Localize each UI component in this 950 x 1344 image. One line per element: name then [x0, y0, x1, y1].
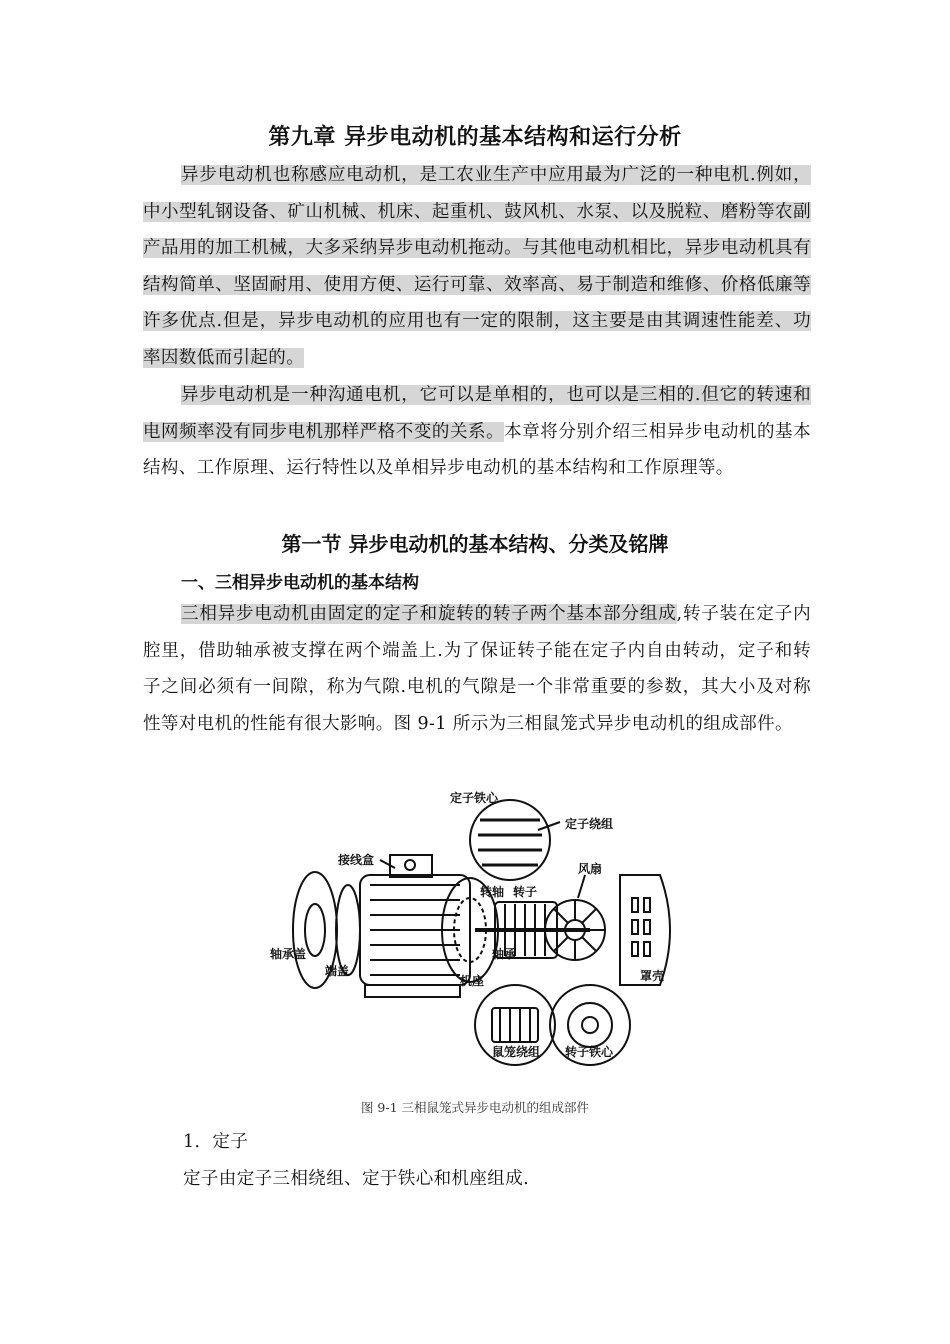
highlighted-text: 三相异步电动机由固定的定子和旋转的转子两个基本部分组成	[181, 604, 677, 624]
item-heading: 1．定子	[183, 1132, 249, 1152]
label-stator-winding: 定子绕组	[565, 817, 614, 831]
label-stator-core: 定子铁心	[450, 791, 499, 805]
subsection-heading: 一、三相异步电动机的基本结构	[181, 573, 419, 593]
junction-box-shape	[390, 855, 432, 877]
figure-caption: 图 9-1 三相鼠笼式异步电动机的组成部件	[360, 1100, 590, 1115]
section-heading: 第一节 异步电动机的基本结构、分类及铭牌	[281, 532, 669, 556]
label-bearing: 轴承	[492, 947, 517, 961]
label-bearing-cover: 轴承盖	[270, 947, 307, 961]
paragraph-3	[143, 596, 811, 742]
label-frame: 机座	[460, 974, 485, 988]
stator-core-shape	[470, 800, 550, 880]
label-rotor: 转子	[513, 885, 538, 899]
item-text: 定子由定子三相绕组、定于铁心和机座组成.	[183, 1169, 530, 1189]
paragraph-1	[143, 157, 811, 376]
end-cover-shape	[336, 885, 360, 975]
label-fan: 风扇	[578, 862, 603, 876]
label-rotor-core: 转子铁心	[565, 1045, 614, 1059]
highlighted-text: 异步电动机是一种沟通电机，它可以是单相的，也可以是三相的.但它的转速和电网频率没有同步电机那样严格不变的关系。	[143, 385, 811, 442]
label-hood: 罩壳	[640, 969, 665, 983]
label-junction-box: 接线盒	[338, 853, 375, 867]
label-shaft: 转轴	[480, 885, 505, 899]
highlighted-text: 异步电动机也称感应电动机，是工农业生产中应用最为广泛的一种电机.例如，中小型轧钢设备、矿山机械、机床、起重机、鼓风机、水泵、以及脱粒、磨粉等农副产品用的加工机械，大多采纳异步电动机拖动。与其他电动机相比，异步电动机具有结构简单、坚固耐用、使用方便、运行可靠、效率高、易于制造和维修、价格低廉等许多优点.但是，异步电动机的应用也有一定的限制，这主要是由其调速性能差、功率因数低而引起的。	[143, 165, 811, 368]
label-end-cover: 端盖	[325, 964, 350, 978]
chapter-title: 第九章 异步电动机的基本结构和运行分析	[268, 125, 682, 150]
label-squirrel-cage: 鼠笼绕组	[492, 1045, 541, 1059]
paragraph-2	[143, 377, 811, 487]
motor-exploded-diagram	[260, 780, 700, 1070]
plain-text: 本章将分别介绍三相异步电动机的基本结构、工作原理、运行特性以及单相异步电动机的基本结构和工作原理等。	[143, 421, 811, 478]
plain-text: ,转子装在定子内腔里，借助轴承被支撑在两个端盖上.为了保证转子能在定子内自由转动，定子和转子之间必须有一间隙，称为气隙.电机的气隙是一个非常重要的参数，其大小及对称性等对电机的性能有很大影响。图 9-1 所示为三相鼠笼式异步电动机的组成部件。	[143, 604, 811, 734]
